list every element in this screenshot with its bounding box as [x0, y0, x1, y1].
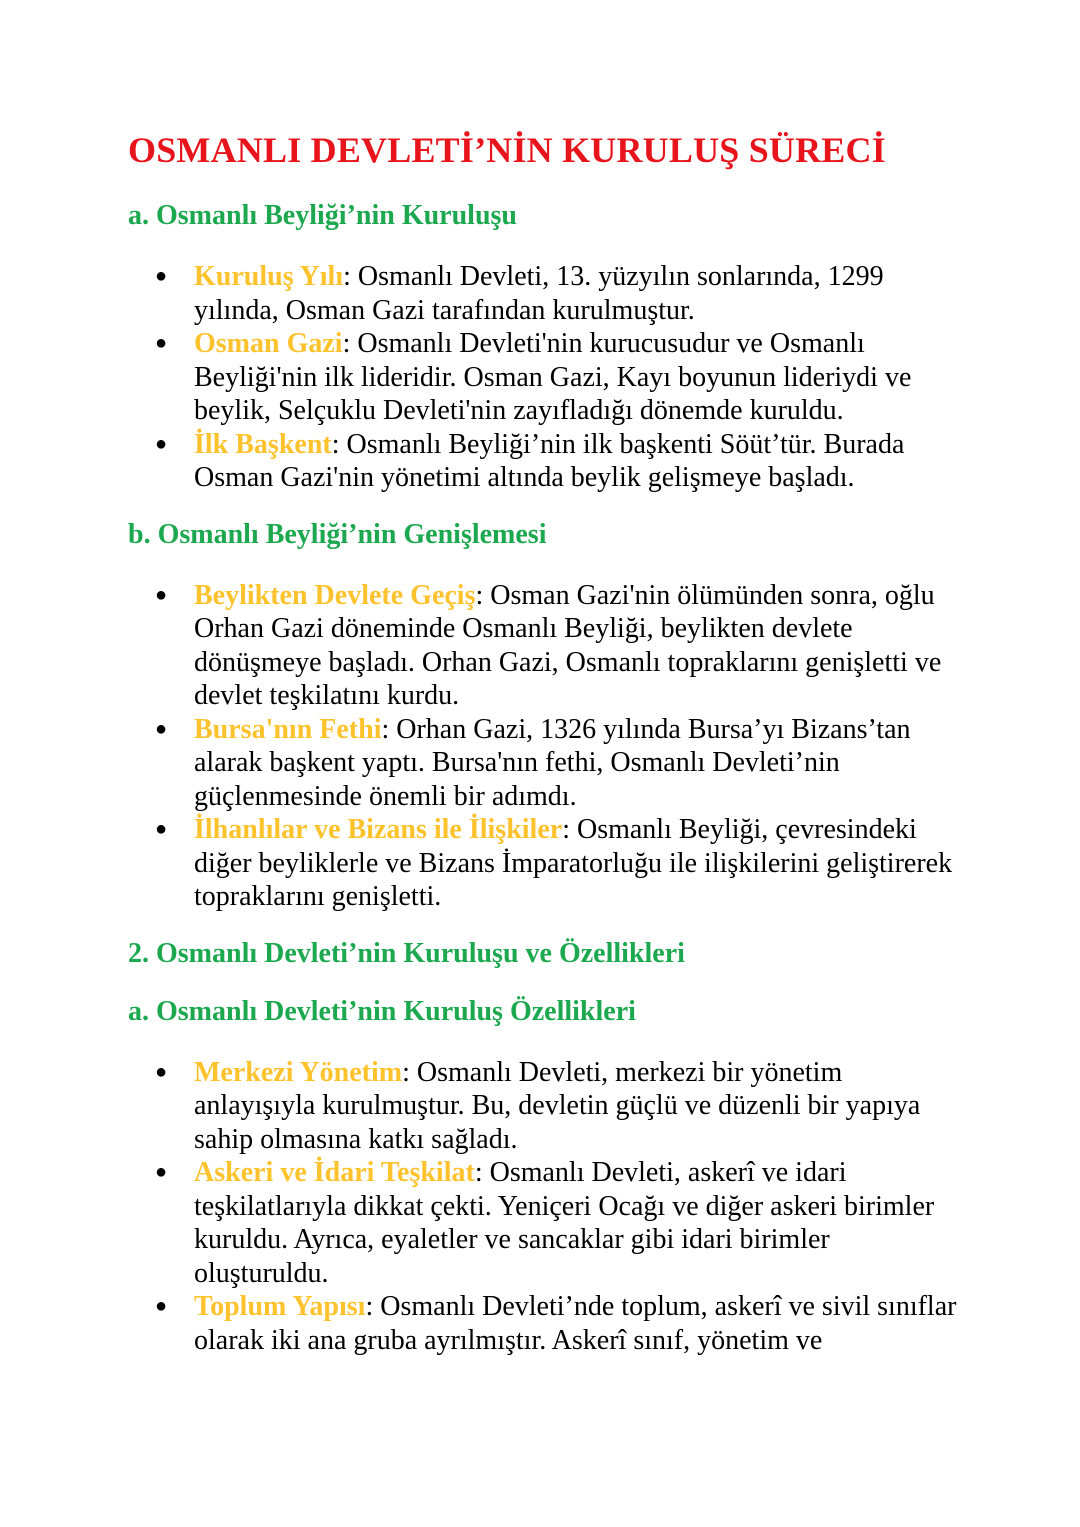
item-text: : Osmanlı Beyliği’nin ilk başkenti Söüt’tür. Burada Osman Gazi'nin yönetimi altında beylik gelişmeye başladı. [194, 428, 905, 493]
bullet-icon: ● [154, 1060, 168, 1083]
list-item-iliskiler [128, 813, 958, 914]
term-kurulus-yili: Kuruluş Yılı [194, 261, 344, 292]
bullet-list-kurulus [128, 260, 958, 495]
term-bursa-fethi: Bursa'nın Fethi [194, 713, 382, 745]
bullet-icon: ● [154, 1161, 168, 1183]
section-heading-devlet-kurulusu: 2. Osmanlı Devleti’nin Kuruluşu ve Özellikleri [128, 937, 685, 969]
item-text: : Osman Gazi'nin ölümünden sonra, oğlu Orhan Gazi döneminde Osmanlı Beyliği, beylikten devlete dönüşmeye başladı. Orhan Gazi, Osmanlı topraklarını genişletti ve devlet teşkilatını kurdu. [194, 579, 942, 711]
bullet-icon: ● [154, 583, 168, 606]
list-item-beylikten-devlete [128, 579, 958, 713]
list-item-askeri-idari [128, 1156, 958, 1290]
bullet-icon: ● [154, 265, 168, 287]
term-askeri-idari: Askeri ve İdari Teşkilat [194, 1157, 475, 1188]
term-merkezi-yonetim: Merkezi Yönetim [194, 1056, 403, 1088]
item-text: : Osmanlı Devleti, askerî ve idari teşkilatlarıyla dikkat çekti. Yeniçeri Ocağı ve diğer askeri birimler kuruldu. Ayrıca, eyaletler ve sancaklar gibi idari birimler oluşturuldu. [194, 1157, 935, 1289]
section-heading-kurulus-ozellikleri: a. Osmanlı Devleti’nin Kuruluş Özellikleri [128, 995, 636, 1027]
term-ilk-baskent: İlk Başkent [194, 428, 332, 460]
term-osman-gazi: Osman Gazi [194, 328, 343, 359]
list-item-ilk-baskent [128, 428, 958, 495]
bullet-icon: ● [154, 818, 168, 840]
list-item-kurulus-yili [128, 260, 958, 327]
bullet-list-ozellikler [128, 1056, 958, 1358]
item-text: : Osmanlı Devleti, 13. yüzyılın sonlarında, 1299 yılında, Osman Gazi tarafından kurulmuştur. [194, 261, 884, 326]
term-beylikten-devlete: Beylikten Devlete Geçiş [194, 579, 476, 611]
term-iliskiler: İlhanlılar ve Bizans ile İlişkiler [194, 814, 563, 845]
bullet-list-genisleme [128, 579, 958, 914]
item-text: : Orhan Gazi, 1326 yılında Bursa’yı Bizans’tan alarak başkent yaptı. Bursa'nın fethi, Osmanlı Devleti’nin güçlenmesinde önemli bir adımdı. [194, 713, 911, 812]
bullet-icon: ● [154, 332, 168, 354]
item-text: : Osmanlı Devleti'nin kurucusudur ve Osmanlı Beyliği'nin ilk lideridir. Osman Gazi, Kayı boyunun lideriydi ve beylik, Selçuklu Devleti'nin zayıfladığı dönemde kuruldu. [194, 328, 912, 426]
document-page [128, 128, 958, 1357]
section-heading-beylik-genislemesi: b. Osmanlı Beyliği’nin Genişlemesi [128, 518, 547, 550]
term-toplum-yapisi: Toplum Yapısı [194, 1291, 366, 1322]
page-title: OSMANLI DEVLETİ’NİN KURULUŞ SÜRECİ [128, 130, 886, 170]
item-text: : Osmanlı Devleti’nde toplum, askerî ve sivil sınıflar olarak iki ana gruba ayrılmıştır. Askerî sınıf, yönetim ve [194, 1291, 957, 1356]
item-text: : Osmanlı Beyliği, çevresindeki diğer beyliklerle ve Bizans İmparatorluğu ile ilişkilerini geliştirerek topraklarını genişletti. [194, 814, 953, 912]
section-heading-beylik-kurulusu: a. Osmanlı Beyliği’nin Kuruluşu [128, 200, 517, 231]
list-item-bursa-fethi [128, 713, 958, 814]
bullet-icon: ● [154, 432, 168, 455]
item-text: : Osmanlı Devleti, merkezi bir yönetim anlayışıyla kurulmuştur. Bu, devletin güçlü ve düzenli bir yapıya sahip olmasına katkı sağladı. [194, 1056, 921, 1155]
list-item-merkezi-yonetim [128, 1056, 958, 1157]
list-item-osman-gazi [128, 327, 958, 428]
bullet-icon: ● [154, 1295, 168, 1317]
list-item-toplum-yapisi [128, 1290, 958, 1357]
bullet-icon: ● [154, 717, 168, 740]
